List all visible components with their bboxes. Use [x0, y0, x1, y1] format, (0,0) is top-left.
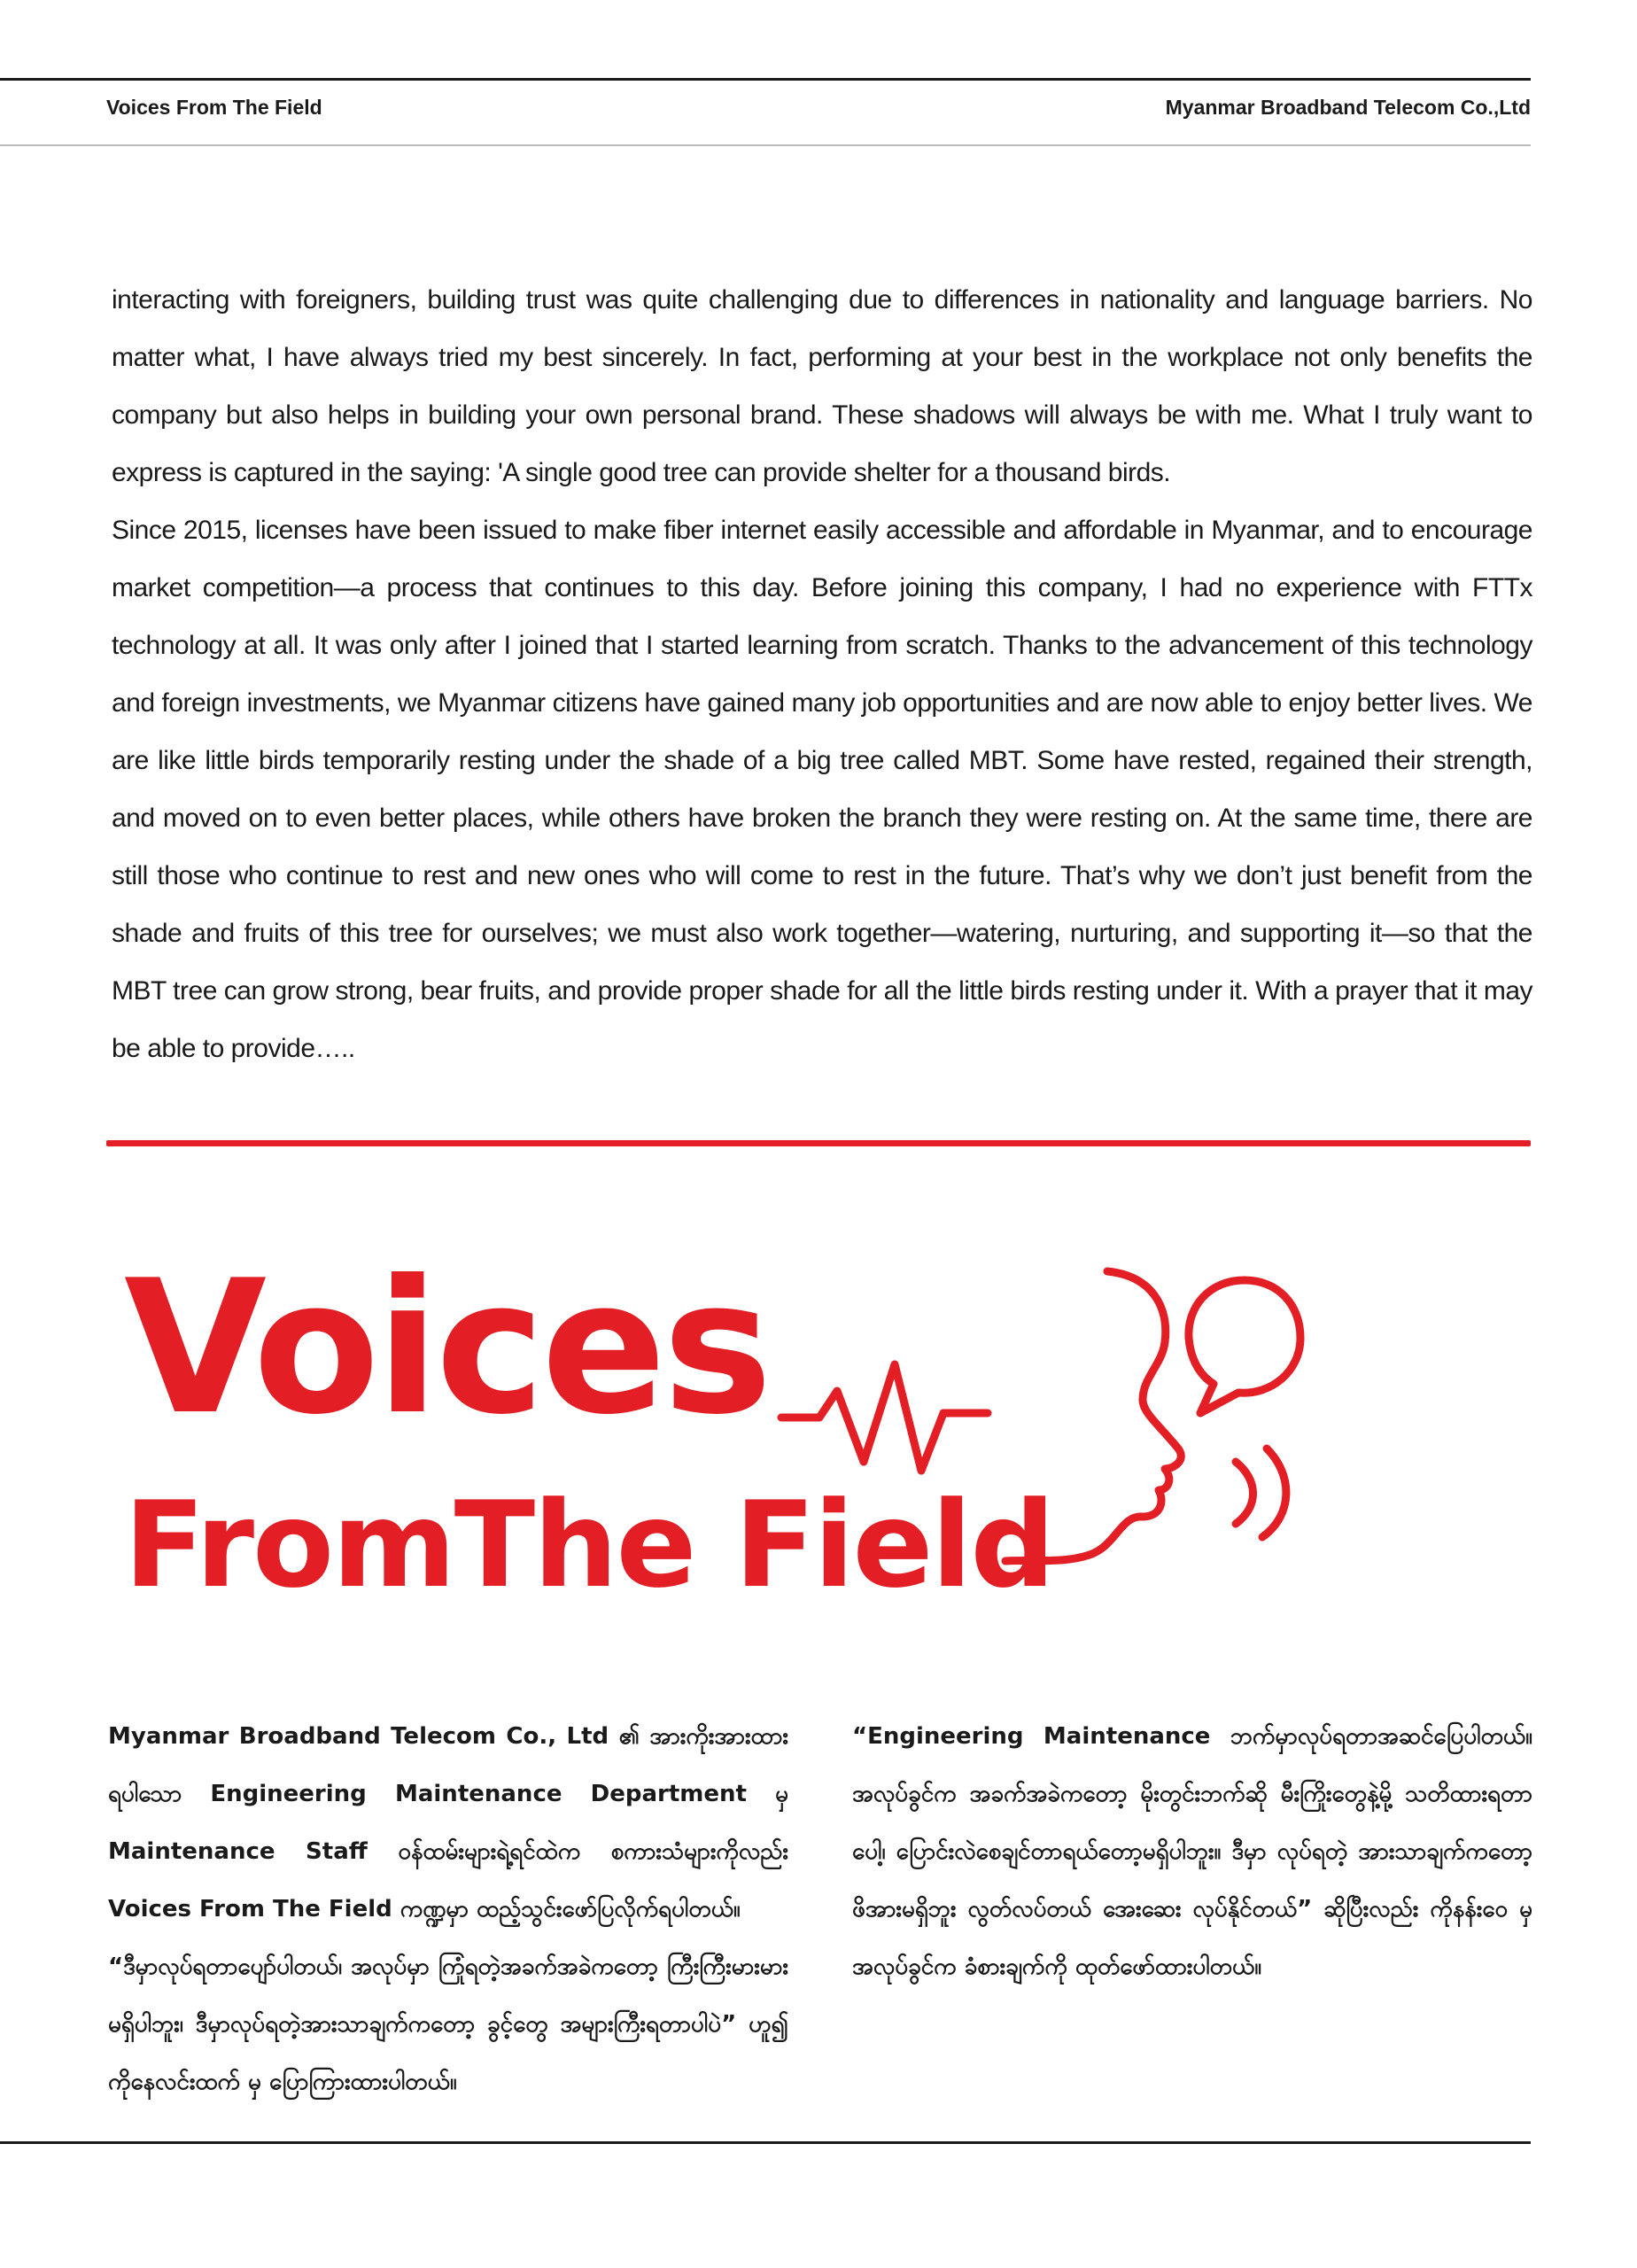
running-header-company: Myanmar Broadband Telecom Co.,Ltd: [1165, 96, 1531, 119]
header-top-rule: [0, 78, 1531, 81]
myanmar-paragraph: “Engineering Maintenance ဘက်မှာလုပ်ရတာအဆင်ပြေပါတယ်။ အလုပ်ခွင်က အခက်အခဲကတော့ မိုးတွင်းဘက်ဆို မီးကြိုးတွေနဲ့မို့ သတိထားရတာပေါ့၊ ပြောင်းလဲစေချင်တာရယ်တော့မရှိပါဘူး။ ဒီမှာ လုပ်ရတဲ့ အားသာချက်ကတော့ ဖိအားမရှိဘူး လွတ်လပ်တယ် အေးဆေး လုပ်နိုင်တယ်” ဆိုပြီးလည်း ကိုနန်းဝေ မှ အလုပ်ခွင်က ခံစားချက်ကို ထုတ်ဖော်ထားပါတယ်။: [852, 1723, 1532, 1980]
body-paragraph-1: interacting with foreigners, building trust was quite challenging due to differences in nationality and language barriers. No matter what, I have always tried my best sincerely. In fact, performing at your best in the workplace not only benefits the company but also helps in building your own personal brand. These shadows will always be with me. What I truly want to express is captured in the saying: 'A single good tree can provide shelter for a thousand birds.: [112, 285, 1532, 487]
myanmar-paragraph: “ဒီမှာလုပ်ရတာပျော်ပါတယ်၊ အလုပ်မှာ ကြုံရတဲ့အခက်အခဲကတော့ ကြီးကြီးမားမားမရှိပါဘူး၊ ဒီမှာလုပ်ရတဲ့အားသာချက်ကတော့ ခွင့်တွေ အများကြီးရတာပါပဲ” ဟူ၍ ကိုနေလင်းထက် မှ ပြောကြားထားပါတယ်။: [108, 1953, 788, 2095]
article-body: [112, 271, 1532, 1077]
myanmar-column-right: [852, 1708, 1532, 1996]
header-bottom-rule: [0, 144, 1531, 146]
voices-logo-graphic: [771, 1258, 1355, 1586]
running-header-title: Voices From The Field: [106, 96, 322, 119]
myanmar-paragraph: Myanmar Broadband Telecom Co., Ltd ၏ အားကိုးအားထားရပါသော Engineering Maintenance Department မှ Maintenance Staff ဝန်ထမ်းများရဲ့ရင်ထဲက စကားသံများကိုလည်း Voices From The Field ကဏ္ဍမှာ ထည့်သွင်းဖော်ပြလိုက်ရပါတယ်။: [108, 1723, 788, 1922]
speaking-face-icon: [1005, 1271, 1181, 1561]
speech-bubble-icon: [1189, 1280, 1300, 1413]
section-title-voices: Voices: [124, 1241, 769, 1456]
section-divider: [106, 1140, 1531, 1146]
myanmar-column-left: [108, 1708, 788, 2111]
section-title-from-the-field: FromThe Field: [124, 1476, 1054, 1614]
body-paragraph-2: Since 2015, licenses have been issued to make fiber internet easily accessible and affordable in Myanmar, and to encourage market competition—a process that continues to this day. Before joining this company, I had no experience with FTTx technology at all. It was only after I joined that I started learning from scratch. Thanks to the advancement of this technology and foreign investments, we Myanmar citizens have gained many job opportunities and are now able to enjoy better lives. We are like little birds temporarily resting under the shade of a big tree called MBT. Some have rested, regained their strength, and moved on to even better places, while others have broken the branch they were resting on. At the same time, there are still those who continue to rest and new ones who will come to rest in the future. That’s why we don’t just benefit from the shade and fruits of this tree for ourselves; we must also work together—watering, nurturing, and supporting it—so that the MBT tree can grow strong, bear fruits, and provide proper shade for all the little birds resting under it. With a prayer that it may be able to provide…..: [112, 516, 1532, 1063]
footer-rule: [0, 2141, 1531, 2144]
sound-waves-icon: [1236, 1462, 1253, 1524]
heartbeat-line-icon: [781, 1364, 988, 1471]
